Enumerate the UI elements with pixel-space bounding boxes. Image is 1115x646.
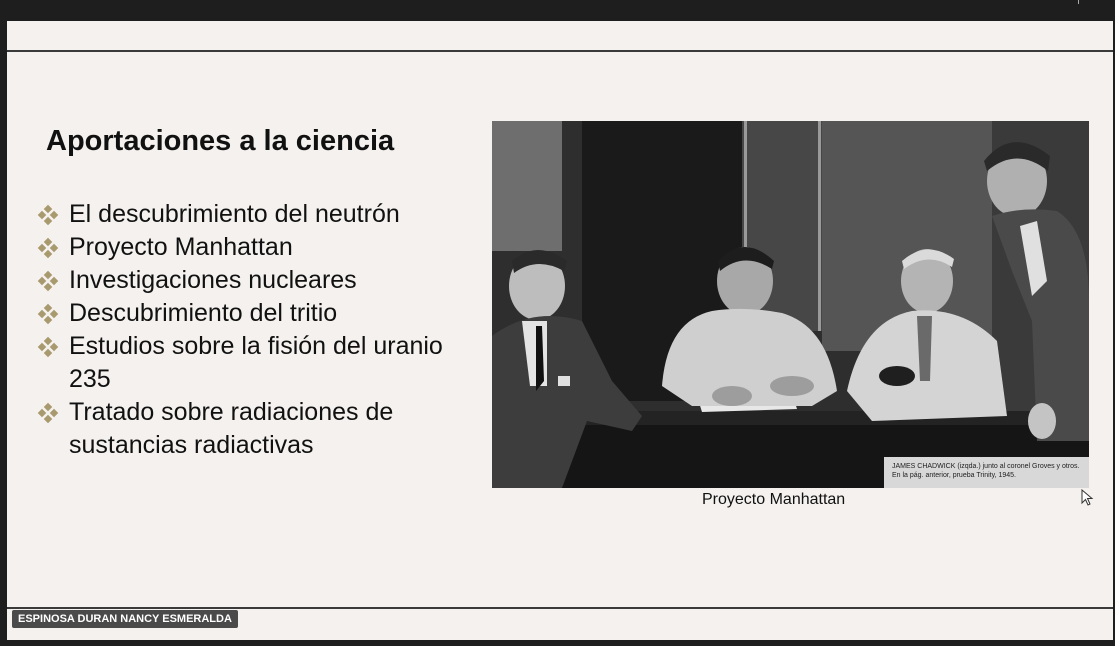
bullet-text: El descubrimiento del neutrón [69, 200, 400, 228]
slide-bottom-rule [7, 607, 1113, 609]
bottom-bar [0, 640, 1115, 646]
bullet-text: Tratado sobre radiaciones de sustancias radiactivas [69, 398, 394, 459]
bullet-item [37, 264, 457, 297]
photo-illustration [492, 121, 1089, 488]
top-bar [0, 0, 1115, 21]
photo-caption: Proyecto Manhattan [702, 491, 846, 508]
shared-slide [7, 21, 1113, 640]
participant-name-tag: ESPINOSA DURAN NANCY ESMERALDA [12, 610, 238, 628]
slide-title: Aportaciones a la ciencia [46, 125, 395, 157]
slide-top-rule [7, 50, 1113, 52]
bullet-text: Investigaciones nucleares [69, 266, 357, 294]
bullet-text: Proyecto Manhattan [69, 233, 293, 261]
bullet-item [37, 330, 457, 396]
four-diamond-bullet-icon [37, 338, 59, 356]
bullet-text: Estudios sobre la fisión del uranio 235 [69, 332, 443, 393]
mouse-pointer-icon [1081, 489, 1095, 507]
bullet-item [37, 198, 457, 231]
four-diamond-bullet-icon [37, 206, 59, 224]
bullet-item [37, 231, 457, 264]
historical-photo [492, 121, 1089, 488]
bullet-item [37, 297, 457, 330]
four-diamond-bullet-icon [37, 239, 59, 257]
bullet-list [37, 198, 457, 462]
four-diamond-bullet-icon [37, 272, 59, 290]
photo-inset-caption: JAMES CHADWICK (izqda.) junto al coronel Groves y otros. En la pág. anterior, prueba Trinity, 1945. [884, 457, 1089, 488]
bullet-text: Descubrimiento del tritio [69, 299, 338, 327]
top-bar-mark [1078, 0, 1079, 4]
four-diamond-bullet-icon [37, 404, 59, 422]
bullet-item [37, 396, 457, 462]
four-diamond-bullet-icon [37, 305, 59, 323]
